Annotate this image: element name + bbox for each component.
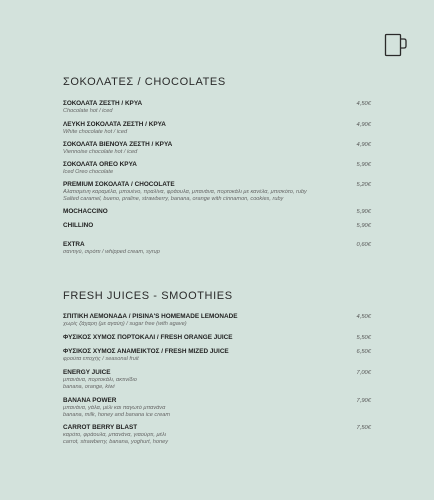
item-name: ΣΠΙΤΙΚΗ ΛΕΜΟΝΑΔΑ / PISINA'S HOMEMADE LEMONADE [63,313,238,320]
item-name: ΣΟΚΟΛΑΤΑ OREO ΚΡΥΑ [63,161,137,168]
item-price: 7,00€ [356,370,371,376]
item-name: PREMIUM ΣΟΚΟΛΑΤΑ / CHOCOLATE [63,181,175,188]
menu-item [63,313,371,328]
cup-icon [384,33,408,57]
item-price: 5,90€ [356,162,371,168]
menu-item [63,222,371,230]
item-description: μπανάνα, γάλα, μέλι και παγωτό μπανάνα [63,405,166,411]
item-description: σαντιγύ, σιρόπι / whipped cream, syrup [63,249,160,255]
item-price: 4,90€ [356,122,371,128]
item-description: φρούτα εποχής / seasonal fruit [63,356,139,362]
item-name: ΦΥΣΙΚΟΣ ΧΥΜΟΣ ΠΟΡΤΟΚΑΛΙ / FRESH ORANGE JUICE [63,334,233,341]
item-name: BANANA POWER [63,397,117,404]
menu-item [63,181,385,202]
item-price: 7,90€ [356,398,371,404]
item-name: ΣΟΚΟΛΑΤΑ ΖΕΣΤΗ / ΚΡΥΑ [63,100,143,107]
item-price: 4,90€ [356,142,371,148]
item-price: 7,50€ [356,425,371,431]
item-price: 4,50€ [356,314,371,320]
menu-item [63,141,371,156]
menu-item [63,334,371,342]
item-description: καρότο, φράουλα, μπανάνα, γιαούρτι, μέλι [63,432,167,438]
item-price: 5,90€ [356,209,371,215]
item-description: Iced Oreo chocolate [63,169,114,175]
item-name: EXTRA [63,241,85,248]
section-title-chocolates: ΣΟΚΟΛΑΤΕΣ / CHOCOLATES [63,76,226,88]
menu-item [63,397,371,418]
item-description: banana, orange, kiwi [63,383,115,390]
menu-item [63,348,371,363]
section-title-juices: FRESH JUICES - SMOOTHIES [63,290,233,302]
item-description: banana, milk, honey and banana ice cream [63,411,170,418]
menu-item [63,161,371,176]
item-description: μπανάνα, πορτοκάλι, ακτινίδιο [63,377,137,383]
item-name: CHILLINO [63,222,94,229]
menu-item [63,424,371,445]
item-name: ENERGY JUICE [63,369,111,376]
menu-item [63,369,371,390]
item-price: 5,50€ [356,335,371,341]
menu-item [63,208,371,216]
item-name: CARROT BERRY BLAST [63,424,138,431]
item-description: Viennoise chocolate hot / iced [63,149,138,155]
item-price: 6,50€ [356,349,371,355]
item-name: MOCHACCINO [63,208,108,215]
menu-item [63,121,371,136]
item-name: ΦΥΣΙΚΟΣ ΧΥΜΟΣ ΑΝΑΜΕΙΚΤΟΣ / FRESH MIZED JUICE [63,348,229,355]
item-price: 4,50€ [356,101,371,107]
item-description: χωρίς ζάχαρη (με αγαύη) / sugar free (with agave) [63,321,187,327]
menu-item [63,100,371,115]
menu-item [63,241,371,256]
item-name: ΛΕΥΚΗ ΣΟΚΟΛΑΤΑ ΖΕΣΤΗ / ΚΡΥΑ [63,121,166,128]
item-description: carrot, strawberry, banana, yoghurt, honey [63,438,168,445]
item-description: Αλατισμένη καραμέλα, μπουένο, πραλίνα, φράουλα, μπανάνα, πορτοκάλι με κανέλα, μπισκότο, ruby [63,189,307,195]
item-price: 5,20€ [356,182,371,188]
item-price: 5,90€ [356,223,371,229]
item-description: White chocolate hot / iced [63,129,128,135]
item-name: ΣΟΚΟΛΑΤΑ ΒΙΕΝΟΥΑ ΖΕΣΤΗ / ΚΡΥΑ [63,141,173,148]
item-description: Salted caramel, bueno, praline, strawberry, banana, orange with cinnamon, cookies, ruby [63,195,284,202]
item-description: Chocolate hot / iced [63,108,113,114]
item-price: 0,60€ [356,242,371,248]
